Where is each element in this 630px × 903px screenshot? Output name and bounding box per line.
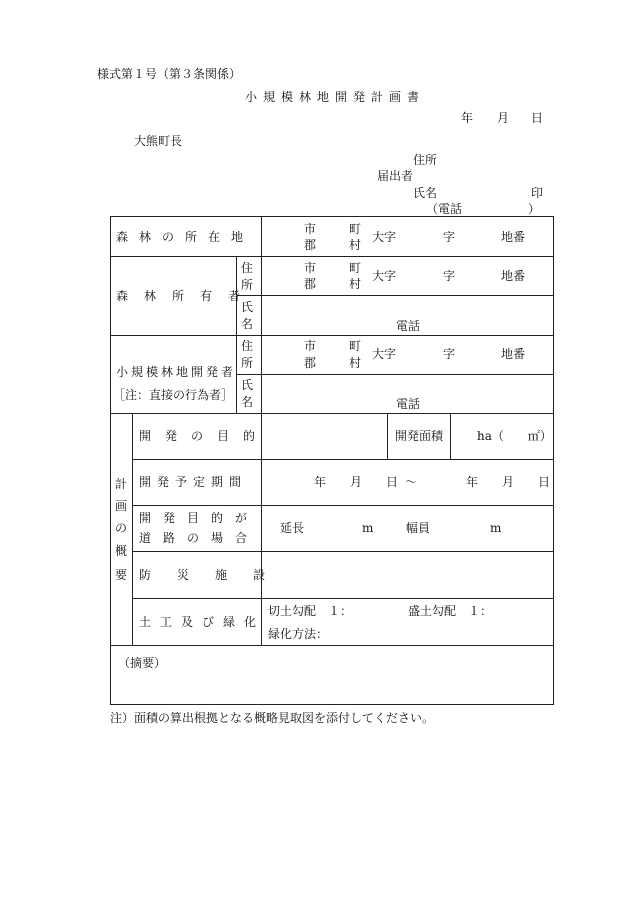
date-day: 日 (531, 111, 544, 125)
forest-owner-label: 森林所有者 (116, 289, 257, 303)
table-line (132, 551, 553, 552)
fill-slope-label: 盛土勾配 １： (408, 604, 493, 618)
owner-county: 郡 (304, 277, 317, 291)
loc-village: 村 (349, 238, 362, 252)
road-label-2: 道路の場合 (139, 531, 260, 545)
road-label-1: 開発目的が (139, 511, 260, 525)
period-day1: 日 (386, 475, 399, 489)
owner-city: 市 (304, 261, 317, 275)
dev-phone: 電話 (396, 397, 421, 411)
table-line (236, 256, 237, 413)
period-year2: 年 (466, 475, 479, 489)
dev-town: 町 (349, 339, 362, 353)
period-label: 開発予定期間 (139, 475, 248, 489)
table-line (110, 645, 553, 646)
period-day2: 日 (538, 475, 551, 489)
earthwork-label: 土工及び緑化 (139, 615, 266, 629)
loc-county: 郡 (304, 238, 317, 252)
form-number: 様式第１号（第３条関係） (97, 67, 242, 81)
developer-label: 小規模林地開発者 (116, 365, 237, 379)
owner-addr-char2: 所 (241, 278, 254, 292)
dev-addr-char2: 所 (241, 356, 254, 370)
dev-village: 村 (349, 356, 362, 370)
table-line (132, 505, 553, 506)
date-month: 月 (497, 111, 510, 125)
road-width-unit: m (490, 521, 502, 535)
period-year1: 年 (314, 475, 327, 489)
road-length-label: 延長 (280, 521, 305, 535)
owner-addr-char1: 住 (241, 261, 254, 275)
owner-lot: 地番 (501, 269, 526, 283)
table-line (132, 459, 553, 460)
table-line (132, 413, 133, 645)
seal-label: 印 (531, 186, 544, 200)
table-line (110, 413, 553, 414)
road-width-label: 幅員 (406, 521, 431, 535)
period-month1: 月 (350, 475, 363, 489)
owner-phone: 電話 (396, 319, 421, 333)
date-year: 年 (461, 111, 474, 125)
period-month2: 月 (502, 475, 515, 489)
loc-oaza: 大字 (372, 230, 397, 244)
table-line (132, 598, 553, 599)
applicant-phone-close: ） (528, 202, 541, 216)
dev-name-char2: 名 (241, 395, 254, 409)
plan-group-char: 画 (115, 499, 128, 513)
table-line (110, 216, 553, 217)
table-line (236, 295, 553, 296)
cut-slope-label: 切土勾配 １： (268, 604, 353, 618)
plan-group-char: 要 (115, 568, 128, 582)
table-line (387, 413, 388, 459)
table-line (553, 216, 554, 705)
applicant-role-label: 届出者 (377, 169, 414, 183)
applicant-phone-open: （電話 (426, 202, 463, 216)
greening-method-label: 緑化方法： (268, 627, 329, 641)
table-line (236, 374, 553, 375)
owner-name-char1: 氏 (241, 300, 254, 314)
page-title: 小規模林地開発計画書 (245, 90, 426, 104)
area-label: 開発面積 (395, 429, 444, 443)
owner-name-char2: 名 (241, 317, 254, 331)
table-line (110, 335, 553, 336)
dev-name-char1: 氏 (241, 378, 254, 392)
loc-town: 町 (349, 222, 362, 236)
owner-town: 町 (349, 261, 362, 275)
dev-lot: 地番 (501, 347, 526, 361)
developer-note: ［注：直接の行為者］ (113, 388, 234, 402)
loc-city: 市 (304, 222, 317, 236)
area-value: ha（ ㎡） (477, 429, 552, 443)
table-line (110, 216, 111, 705)
applicant-name-label: 氏名 (413, 186, 438, 200)
dev-aza: 字 (443, 347, 456, 361)
table-line (110, 704, 553, 705)
owner-village: 村 (349, 277, 362, 291)
plan-group-char: 概 (115, 544, 128, 558)
dev-addr-char1: 住 (241, 339, 254, 353)
plan-group-char: の (115, 521, 128, 535)
disaster-label: 防災施設 (139, 568, 292, 582)
purpose-label: 開発の目的 (139, 429, 270, 443)
loc-aza: 字 (443, 230, 456, 244)
plan-group-char: 計 (115, 477, 128, 491)
dev-county: 郡 (304, 356, 317, 370)
addressee: 大熊町長 (134, 134, 183, 148)
loc-lot: 地番 (501, 230, 526, 244)
summary-label: （摘要） (118, 656, 167, 670)
table-line (450, 413, 451, 459)
applicant-address-label: 住所 (413, 153, 438, 167)
period-tilde: ～ (405, 475, 418, 489)
owner-aza: 字 (443, 269, 456, 283)
forest-location-label: 森林の所在地 (116, 230, 255, 244)
owner-oaza: 大字 (372, 269, 397, 283)
footnote: 注）面積の算出根拠となる概略見取図を添付してください。 (110, 711, 435, 725)
dev-city: 市 (304, 339, 317, 353)
table-line (110, 256, 553, 257)
road-length-unit: m (362, 521, 374, 535)
dev-oaza: 大字 (372, 347, 397, 361)
